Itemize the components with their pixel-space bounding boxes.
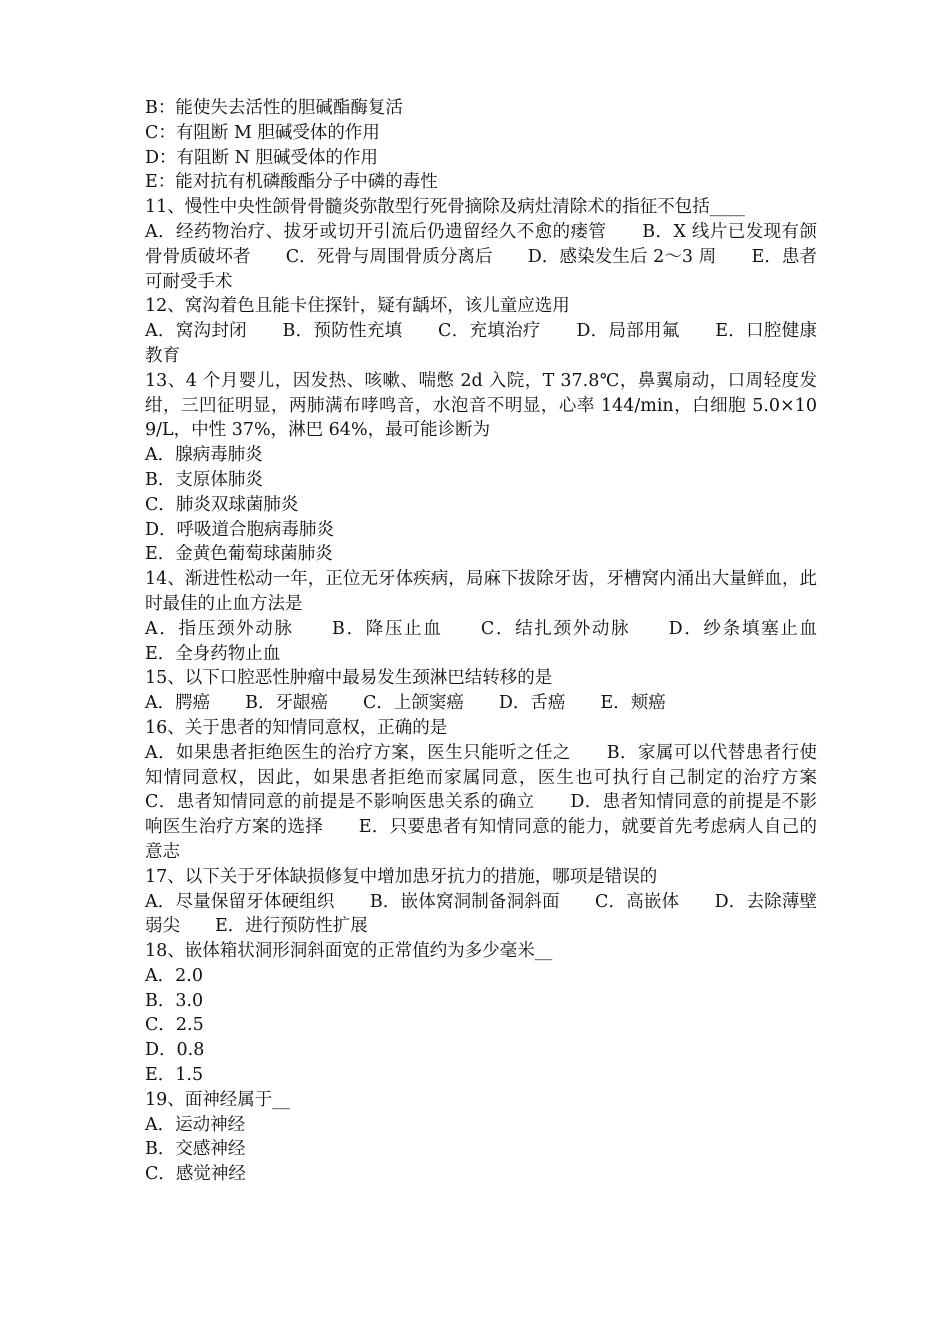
options-q11: A．经药物治疗、拔牙或切开引流后仍遗留经久不愈的瘘管 B．X 线片已发现有颌骨骨质破坏者 C．死骨与周围骨质分离后 D．感染发生后 2～3 周 E．患者可耐受手术 <box>145 221 817 292</box>
question-13: 13、4 个月婴儿，因发热、咳嗽、喘憋 2d 入院，T 37.8℃，鼻翼扇动，口周轻度发绀，三凹征明显，两肺满布哮鸣音，水泡音不明显，心率 144/min，白细胞 5.0×109/L，中性 37%，淋巴 64%，最可能诊断为 <box>145 370 817 441</box>
option-a-q18: A．2.0 <box>145 965 203 986</box>
option-e-q10: E：能对抗有机磷酸酯分子中磷的毒性 <box>145 172 438 193</box>
question-18: 18、嵌体箱状洞形洞斜面宽的正常值约为多少毫米__ <box>145 941 553 962</box>
options-q12: A．窝沟封闭 B．预防性充填 C．充填治疗 D．局部用氟 E．口腔健康教育 <box>145 321 817 366</box>
question-19: 19、面神经属于__ <box>145 1089 290 1110</box>
question-17: 17、以下关于牙体缺损修复中增加患牙抗力的措施，哪项是错误的 <box>145 866 658 887</box>
options-q17: A．尽量保留牙体硬组织 B．嵌体窝洞制备洞斜面 C．高嵌体 D．去除薄壁弱尖 E．进行预防性扩展 <box>145 891 817 937</box>
option-d-q10: D：有阻断 N 胆碱受体的作用 <box>145 147 378 168</box>
option-b-q19: B．交感神经 <box>145 1139 246 1160</box>
option-b-q10: B：能使失去活性的胆碱酯酶复活 <box>145 98 403 118</box>
question-11: 11、慢性中央性颌骨骨髓炎弥散型行死骨摘除及病灶清除术的指征不包括____ <box>145 197 745 218</box>
option-c-q18: C．2.5 <box>145 1015 204 1036</box>
option-e-q13: E．金黄色葡萄球菌肺炎 <box>145 544 333 565</box>
option-e-q18: E．1.5 <box>145 1065 204 1086</box>
question-16: 16、关于患者的知情同意权，正确的是 <box>145 717 448 738</box>
option-c-q13: C．肺炎双球菌肺炎 <box>145 494 299 515</box>
option-b-q18: B．3.0 <box>145 990 204 1011</box>
options-q16: A．如果患者拒绝医生的治疗方案，医生只能听之任之 B．家属可以代替患者行使知情同意权，因此，如果患者拒绝而家属同意，医生也可执行自己制定的治疗方案 C．患者知情同意的前提是不影响医患关系的确立 D．患者知情同意的前提是不影响医生治疗方案的选择 E．只要患者有知情同意的能力，就要首先考虑病人自己的意志 <box>145 742 852 862</box>
option-d-q13: D．呼吸道合胞病毒肺炎 <box>145 519 335 540</box>
option-d-q18: D．0.8 <box>145 1040 205 1061</box>
option-a-q19: A．运动神经 <box>145 1114 246 1135</box>
question-15: 15、以下口腔恶性肿瘤中最易发生颈淋巴结转移的是 <box>145 668 553 689</box>
document-page <box>145 96 852 1187</box>
question-12: 12、窝沟着色且能卡住探针，疑有龋坏，该儿童应选用 <box>145 296 570 317</box>
options-q14: A．指压颈外动脉 B．降压止血 C．结扎颈外动脉 D．纱条填塞止血 E．全身药物止血 <box>145 618 852 664</box>
option-c-q19: C．感觉神经 <box>145 1164 246 1185</box>
options-q15: A．腭癌 B．牙龈癌 C．上颌窦癌 D．舌癌 E．颊癌 <box>145 693 666 714</box>
option-c-q10: C：有阻断 M 胆碱受体的作用 <box>145 122 380 143</box>
question-14: 14、渐进性松动一年，正位无牙体疾病，局麻下拔除牙齿，牙槽窝内涌出大量鲜血，此时最佳的止血方法是 <box>145 569 817 614</box>
option-b-q13: B．支原体肺炎 <box>145 469 263 490</box>
option-a-q13: A．腺病毒肺炎 <box>145 445 263 466</box>
